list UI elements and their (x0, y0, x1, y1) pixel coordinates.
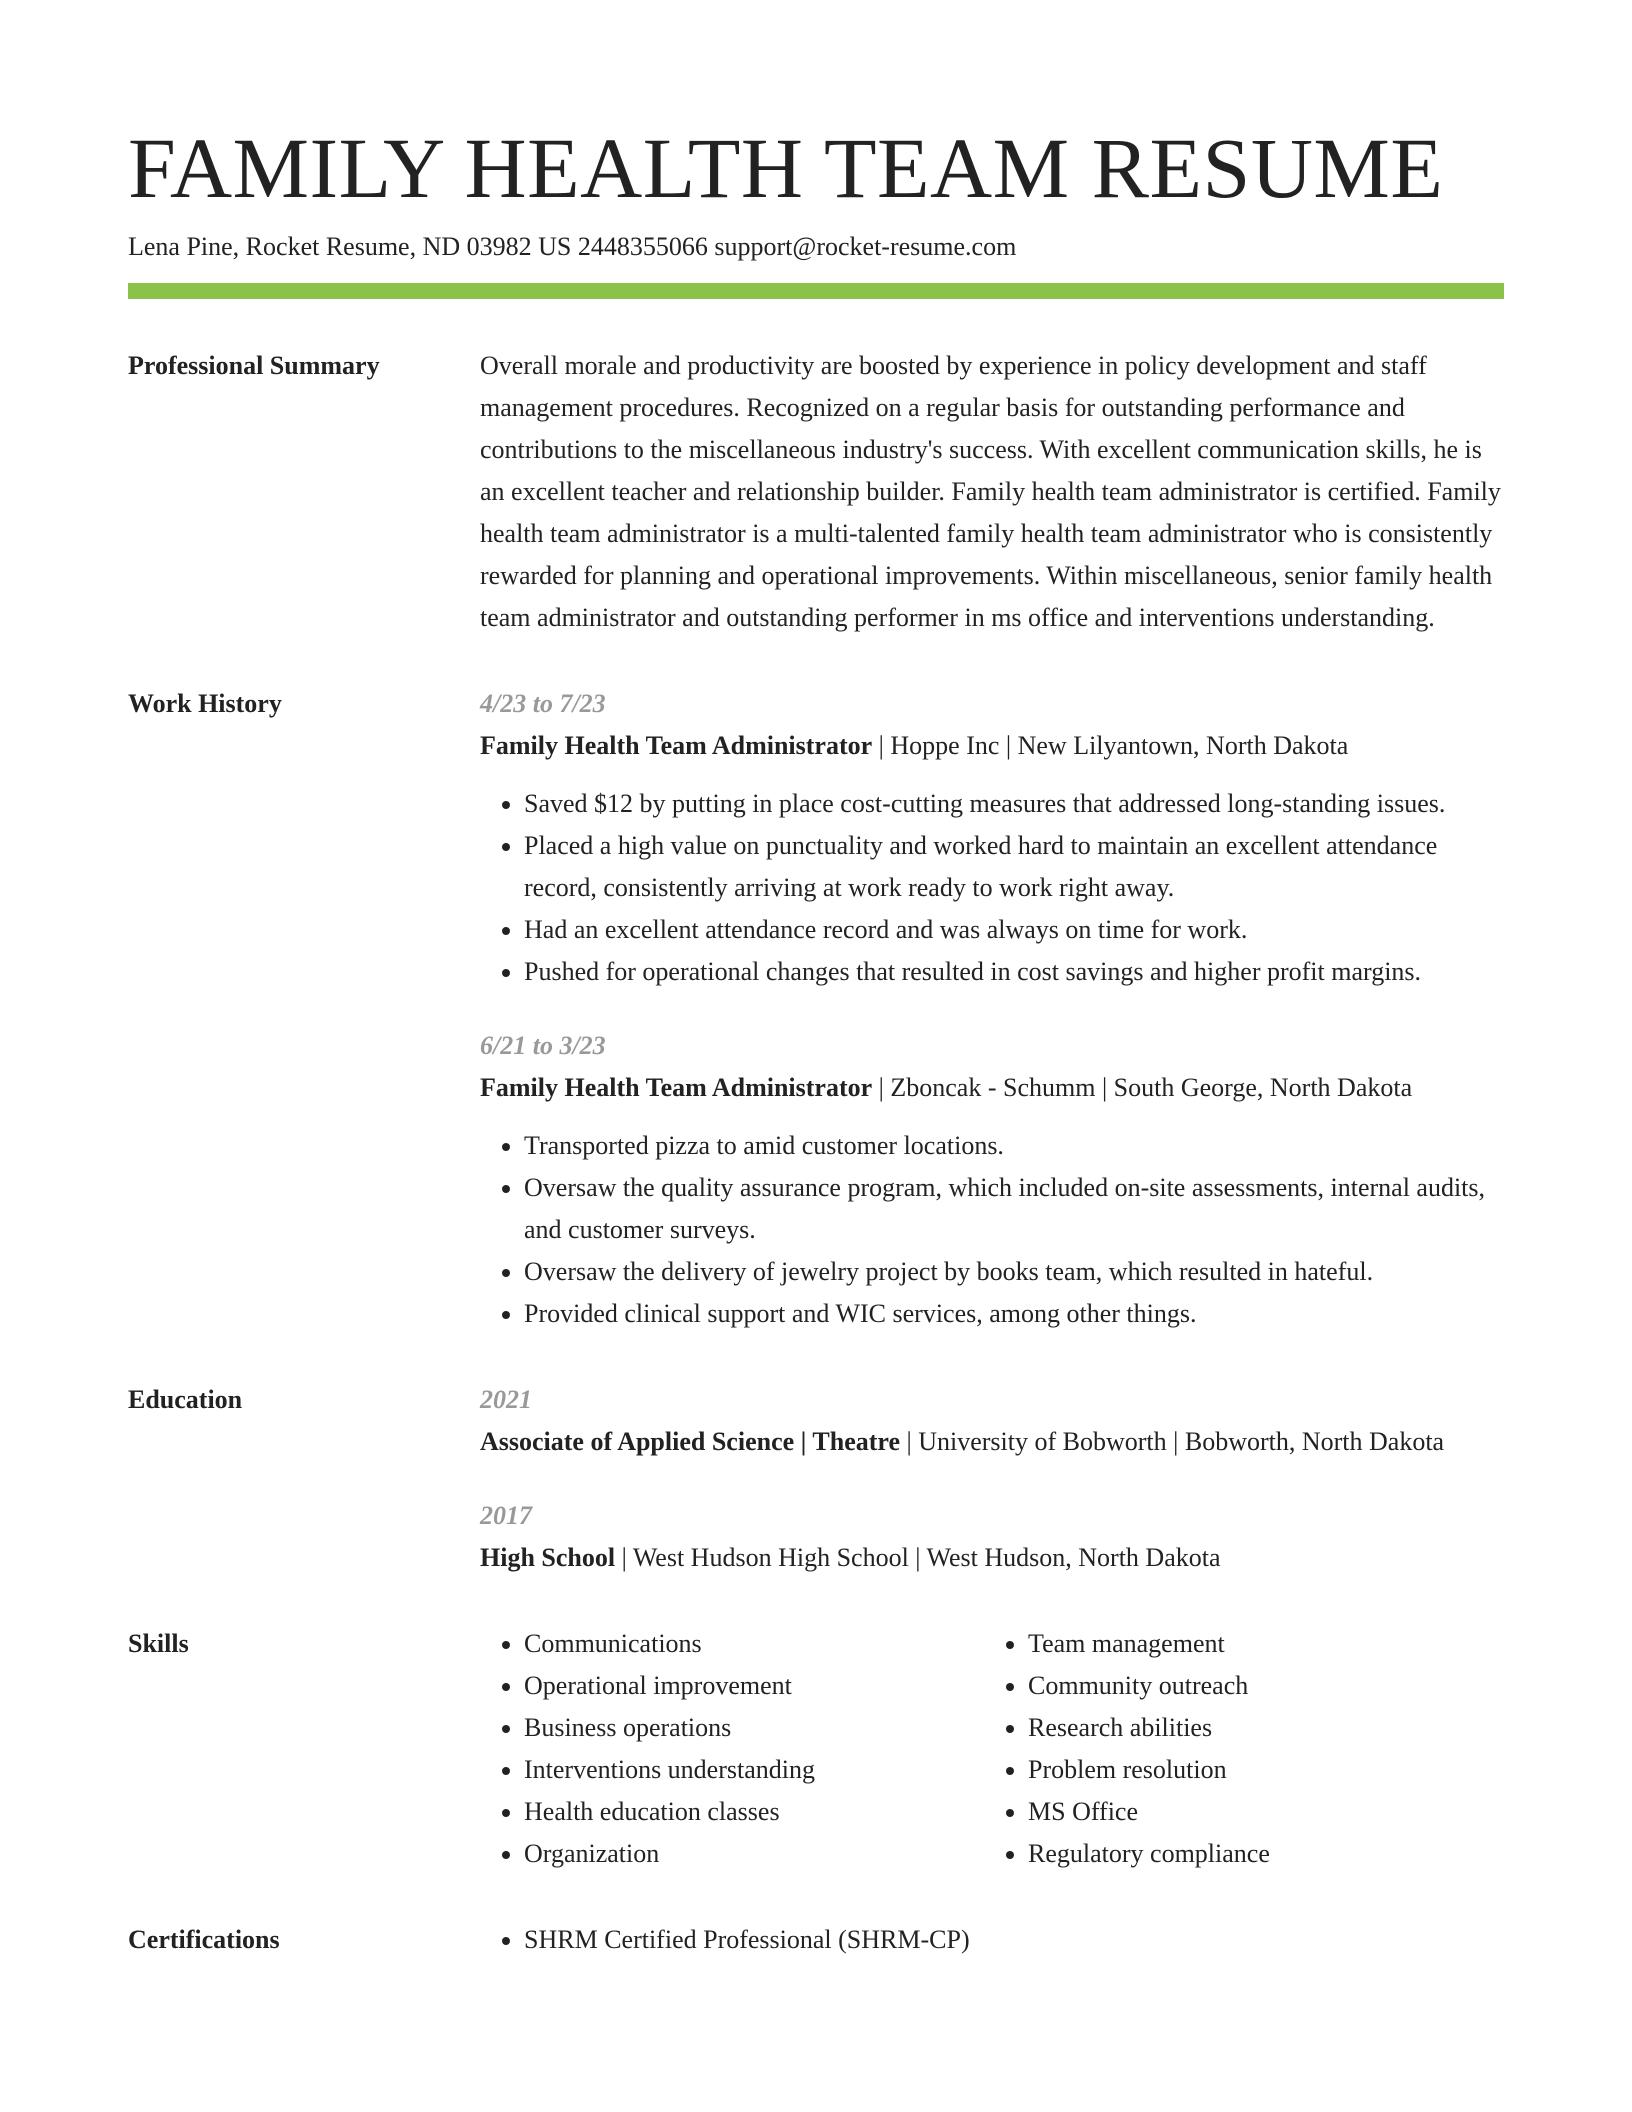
skill-item: • MS Office (1028, 1791, 1488, 1833)
certifications-list (480, 1919, 1504, 1961)
skill-item: • Team management (1028, 1623, 1488, 1665)
job-title: Family Health Team Administrator (480, 1073, 873, 1102)
education-heading (480, 1537, 1504, 1579)
skill-item: • Interventions understanding (524, 1749, 984, 1791)
job-bullet: • Oversaw the delivery of jewelry project by books team, which resulted in hateful. (524, 1251, 1504, 1293)
education-details: | University of Bobworth | Bobworth, North Dakota (900, 1427, 1445, 1456)
job-bullet: • Transported pizza to amid customer locations. (524, 1125, 1504, 1167)
job-details: | Hoppe Inc | New Lilyantown, North Dakota (872, 731, 1349, 760)
job-bullet: • Saved $12 by putting in place cost-cutting measures that addressed long-standing issues. (524, 783, 1504, 825)
work-history-label: Work History (128, 689, 282, 718)
skills-label: Skills (128, 1629, 189, 1658)
job-bullets (480, 1125, 1504, 1335)
education-degree: Associate of Applied Science | Theatre (480, 1427, 901, 1456)
certifications-section (128, 1919, 1504, 1961)
resume-page (128, 118, 1504, 1961)
education-degree: High School (480, 1543, 616, 1572)
skill-item: • Organization (524, 1833, 984, 1875)
skills-grid (480, 1623, 1504, 1875)
summary-text: Overall morale and productivity are boosted by experience in policy development and staff management procedures. Recognized on a regular basis for outstanding performance and contributions to the miscellaneous industry's success. With excellent communication skills, he is an excellent teacher and relationship builder. Family health team administrator is certified. Family health team administrator is a multi-talented family health team administrator who is consistently rewarded for planning and operational improvements. Within miscellaneous, senior family health team administrator and outstanding performer in ms office and interventions understanding. (480, 351, 1501, 632)
skill-item: • Community outreach (1028, 1665, 1488, 1707)
education-label: Education (128, 1385, 243, 1414)
certification-item: • SHRM Certified Professional (SHRM-CP) (524, 1919, 1504, 1961)
skill-item: • Health education classes (524, 1791, 984, 1833)
education-year: 2021 (480, 1385, 532, 1414)
job-heading (480, 1067, 1504, 1109)
job-bullet: • Placed a high value on punctuality and worked hard to maintain an excellent attendance record, consistently arriving at work ready to work right away. (524, 825, 1504, 909)
skill-item: • Problem resolution (1028, 1749, 1488, 1791)
job-entry (480, 1025, 1504, 1335)
education-entry (480, 1379, 1504, 1463)
education-section (128, 1379, 1504, 1579)
job-entry (480, 683, 1504, 993)
skills-column-left (480, 1623, 984, 1875)
education-details: | West Hudson High School | West Hudson, North Dakota (615, 1543, 1221, 1572)
summary-section (128, 345, 1504, 639)
job-dates: 6/21 to 3/23 (480, 1031, 606, 1060)
job-bullet: • Had an excellent attendance record and was always on time for work. (524, 909, 1504, 951)
job-details: | Zboncak - Schumm | South George, North Dakota (872, 1073, 1413, 1102)
job-title: Family Health Team Administrator (480, 731, 873, 760)
education-entry (480, 1495, 1504, 1579)
skill-item: • Regulatory compliance (1028, 1833, 1488, 1875)
skills-section (128, 1623, 1504, 1875)
job-bullet: • Pushed for operational changes that resulted in cost savings and higher profit margins. (524, 951, 1504, 993)
summary-label: Professional Summary (128, 351, 380, 380)
job-bullets (480, 783, 1504, 993)
skills-column-right (984, 1623, 1488, 1875)
job-dates: 4/23 to 7/23 (480, 689, 606, 718)
skill-item: • Research abilities (1028, 1707, 1488, 1749)
job-bullet: • Oversaw the quality assurance program, which included on-site assessments, internal audits, and customer surveys. (524, 1167, 1504, 1251)
job-bullet: • Provided clinical support and WIC services, among other things. (524, 1293, 1504, 1335)
skill-item: • Communications (524, 1623, 984, 1665)
contact-line: Lena Pine, Rocket Resume, ND 03982 US 2448355066 support@rocket-resume.com (128, 232, 1017, 261)
accent-divider (128, 283, 1504, 299)
education-heading (480, 1421, 1504, 1463)
work-history-section (128, 683, 1504, 1335)
skill-item: • Business operations (524, 1707, 984, 1749)
education-year: 2017 (480, 1501, 532, 1530)
resume-title: FAMILY HEALTH TEAM RESUME (128, 120, 1444, 216)
job-heading (480, 725, 1504, 767)
skill-item: • Operational improvement (524, 1665, 984, 1707)
certifications-label: Certifications (128, 1925, 280, 1954)
